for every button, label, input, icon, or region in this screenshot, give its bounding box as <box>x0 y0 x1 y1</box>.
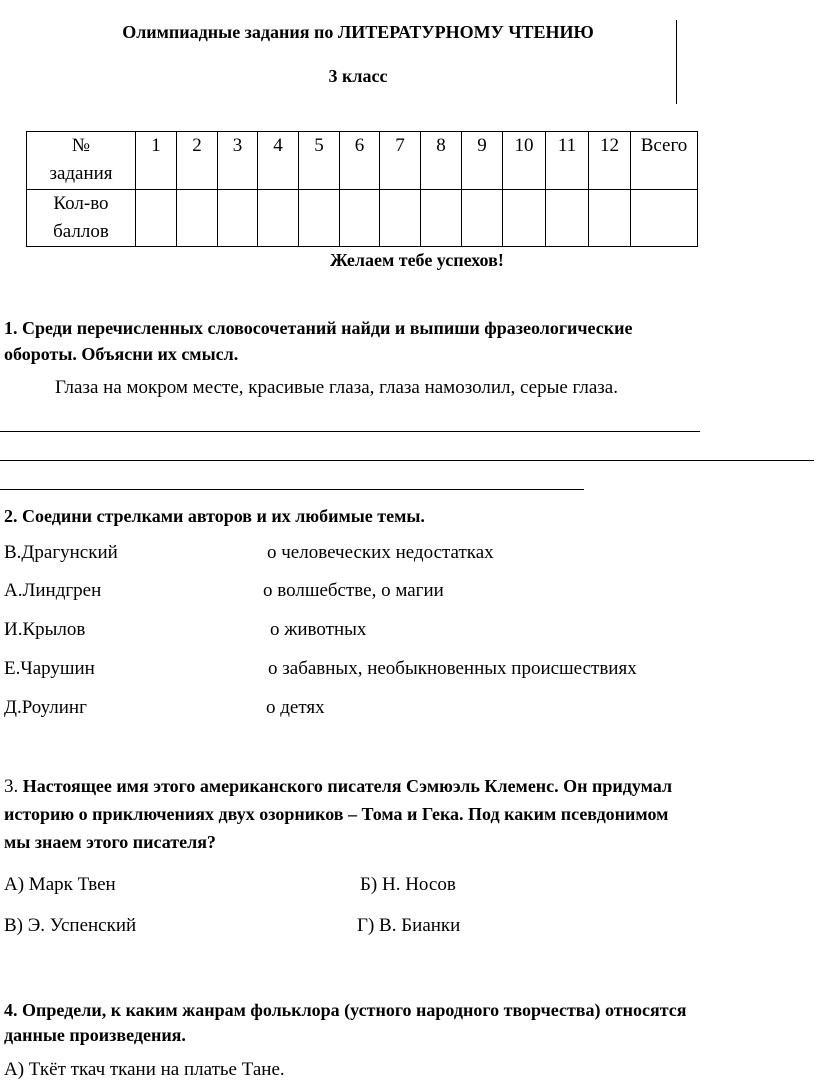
points-cell <box>177 190 218 247</box>
q3-option-a: А) Марк Твен <box>4 874 116 895</box>
task-number-cell: 4 <box>258 132 299 190</box>
q4-prompt-line1: 4. Определи, к каким жанрам фольклора (устного народного творчества) относятся <box>4 1000 687 1020</box>
task-number-cell: 11 <box>546 132 589 190</box>
task-number-header <box>27 132 136 190</box>
task-number-row <box>27 132 698 190</box>
points-cell <box>380 190 421 247</box>
points-cell <box>589 190 631 247</box>
points-header <box>27 190 136 247</box>
task-number-cell: 10 <box>503 132 546 190</box>
grade-label: 3 класс <box>328 66 388 86</box>
q1-answer-line <box>0 460 814 461</box>
task-number-header-line2: задания <box>49 163 113 184</box>
points-row <box>27 190 698 247</box>
q3-option-b: Б) Н. Носов <box>360 874 456 895</box>
points-total-cell <box>631 190 698 247</box>
q3-number: 3. <box>4 776 19 797</box>
q2-prompt: 2. Соедини стрелками авторов и их любимые темы. <box>4 506 425 526</box>
task-number-cell: 12 <box>589 132 631 190</box>
q1-prompt-line2: обороты. Объясни их смысл. <box>4 344 239 364</box>
task-number-cell: 8 <box>421 132 462 190</box>
q2-author: Д.Роулинг <box>4 697 87 718</box>
q4-item-a: А) Ткёт ткач ткани на платье Тане. <box>4 1059 285 1080</box>
q2-theme: о волшебстве, о магии <box>263 580 444 601</box>
document-title: Олимпиадные задания по ЛИТЕРАТУРНОМУ ЧТЕНИЮ <box>122 22 594 42</box>
q2-theme: о забавных, необыкновенных происшествиях <box>268 658 637 679</box>
q1-phrases-text: Глаза на мокром месте, красивые глаза, глаза намозолил, серые глаза. <box>55 377 618 398</box>
points-cell <box>340 190 380 247</box>
task-number-cell: 2 <box>177 132 218 190</box>
good-luck-wish: Желаем тебе успехов! <box>330 250 504 270</box>
task-number-cell: 3 <box>218 132 258 190</box>
q2-author: Е.Чарушин <box>4 658 95 679</box>
task-number-cell: 9 <box>462 132 503 190</box>
q1-prompt-line1: 1. Среди перечисленных словосочетаний найди и выпиши фразеологические <box>4 318 633 338</box>
total-header-cell: Всего <box>631 132 698 190</box>
points-cell <box>421 190 462 247</box>
q1-answer-line <box>0 431 700 432</box>
q2-author: А.Линдгрен <box>4 580 102 601</box>
q2-theme: о животных <box>270 619 367 640</box>
points-cell <box>546 190 589 247</box>
points-header-line2: баллов <box>53 221 109 242</box>
q2-theme: о человеческих недостатках <box>267 542 494 563</box>
score-table <box>26 131 698 247</box>
task-number-cell: 7 <box>380 132 421 190</box>
q3-prompt-line1 <box>4 773 672 800</box>
q2-author: В.Драгунский <box>4 542 118 563</box>
q3-prompt-line3: мы знаем этого писателя? <box>4 832 216 852</box>
q3-prompt-text: Настоящее имя этого американского писателя Сэмюэль Клеменс. Он придумал <box>22 776 673 796</box>
points-cell <box>503 190 546 247</box>
q1-answer-line <box>0 489 584 490</box>
points-cell <box>462 190 503 247</box>
task-number-cell: 6 <box>340 132 380 190</box>
points-header-line1: Кол-во <box>53 193 109 214</box>
q3-option-c: В) Э. Успенский <box>4 915 137 936</box>
q4-prompt-line2: данные произведения. <box>4 1025 186 1045</box>
points-cell <box>136 190 177 247</box>
task-number-header-line1: № <box>71 135 91 156</box>
task-number-cell: 1 <box>136 132 177 190</box>
q3-prompt-line2: историю о приключениях двух озорников – Тома и Гека. Под каким псевдонимом <box>4 804 669 824</box>
task-number-cell: 5 <box>299 132 340 190</box>
points-cell <box>258 190 299 247</box>
q2-author: И.Крылов <box>4 619 86 640</box>
points-cell <box>218 190 258 247</box>
q3-option-d: Г) В. Бианки <box>357 915 461 936</box>
q2-theme: о детях <box>266 697 325 718</box>
points-cell <box>299 190 340 247</box>
